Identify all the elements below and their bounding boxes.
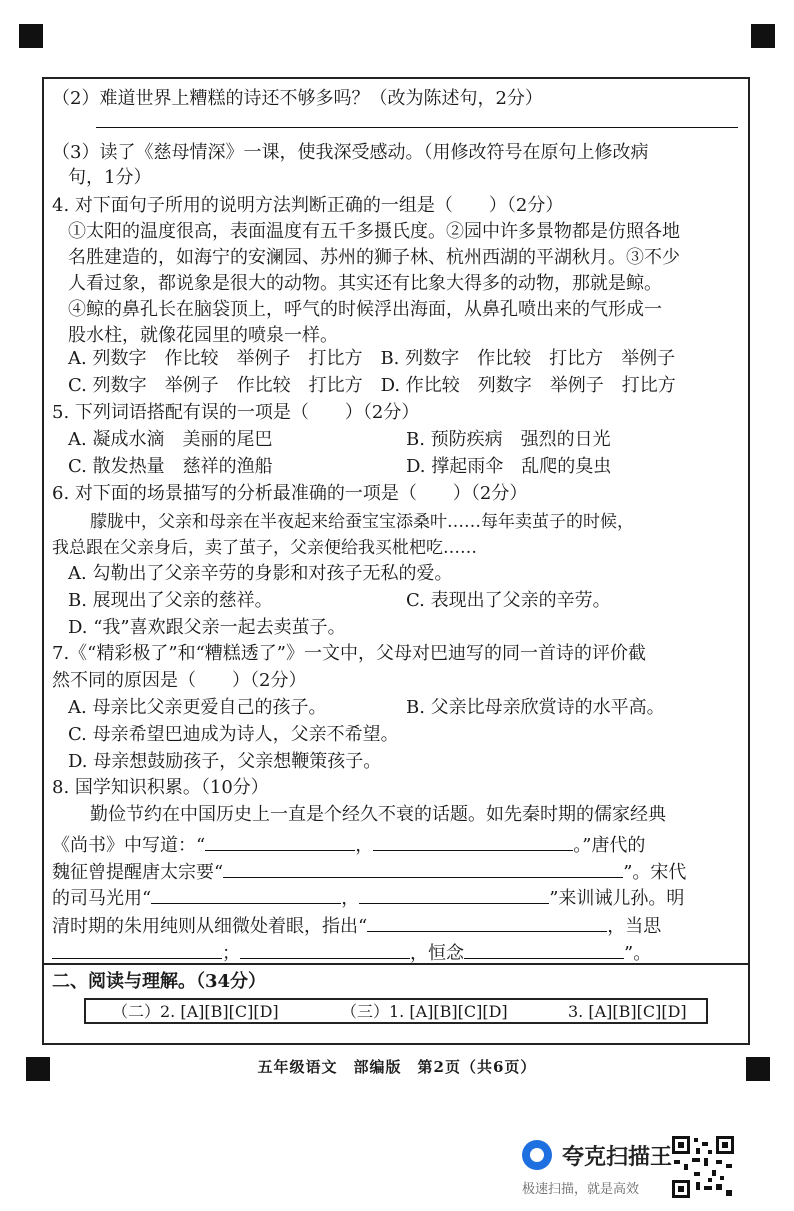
q8-text-2: [52, 832, 645, 858]
q8-text-2b: ，: [355, 835, 374, 856]
q5-option-d: D. 撑起雨伞 乱爬的臭虫: [406, 456, 612, 477]
q8-text-3a: 魏征曾提醒唐太宗要“: [52, 862, 224, 883]
q8-text-5a: 清时期的朱用纯则从细微处着眼，指出“: [52, 916, 368, 937]
q8-text-5: [52, 913, 661, 939]
question-6: 6. 对下面的场景描写的分析最准确的一项是（ ）（2分）: [52, 483, 528, 504]
fill-blank[interactable]: [367, 913, 607, 932]
fill-blank[interactable]: [464, 940, 624, 959]
q8-text-4a: 的司马光用“: [52, 888, 152, 909]
q8-text-4b: ，: [341, 888, 360, 909]
corner-marker-top-right: [751, 24, 775, 48]
watermark-title: 夸克扫描王: [562, 1145, 673, 1170]
q4-text-5: 股水柱，就像花园里的喷泉一样。: [68, 325, 338, 346]
question-3-line2: 句，1分）: [68, 167, 152, 188]
q8-text-2a: 《尚书》中写道：“: [52, 835, 206, 856]
q5-option-b: B. 预防疾病 强烈的日光: [406, 429, 611, 450]
fill-blank[interactable]: [240, 940, 410, 959]
q8-text-4: [52, 885, 684, 911]
section-2-heading: 二、阅读与理解。（34分）: [52, 971, 267, 992]
question-7-line2: 然不同的原因是（ ）（2分）: [52, 670, 307, 691]
section-divider: [44, 963, 748, 965]
q6-text-2: 我总跟在父亲身后，卖了茧子，父亲便给我买枇杷吃……: [52, 538, 477, 558]
answer-line-q2: [96, 127, 738, 128]
q8-text-1: 勤俭节约在中国历史上一直是个经久不衰的话题。如先秦时期的儒家经典: [90, 804, 666, 825]
answer-group-2-2[interactable]: （二）2. [A][B][C][D]: [112, 1002, 279, 1021]
q5-option-a: A. 凝成水滴 美丽的尾巴: [68, 429, 273, 450]
q6-text-1: 朦胧中，父亲和母亲在半夜起来给蚕宝宝添桑叶……每年卖茧子的时候，: [90, 512, 634, 532]
q4-options-ab: A. 列数字 作比较 举例子 打比方 B. 列数字 作比较 打比方 举例子: [68, 348, 676, 369]
q4-text-3: 人看过象，都说象是很大的动物。其实还有比象大得多的动物，那就是鲸。: [68, 273, 662, 294]
q6-option-c: C. 表现出了父亲的辛劳。: [406, 590, 611, 611]
question-3-line1: （3）读了《慈母情深》一课，使我深受感动。（用修改符号在原句上修改病: [52, 142, 649, 163]
fill-blank[interactable]: [223, 859, 623, 878]
q4-text-2: 名胜建造的，如海宁的安澜园、苏州的狮子林、杭州西湖的平湖秋月。③不少: [68, 247, 680, 268]
q4-text-1: ①太阳的温度很高，表面温度有五千多摄氏度。②园中许多景物都是仿照各地: [68, 221, 680, 242]
quark-logo-icon: [522, 1140, 552, 1170]
watermark-subtitle: 极速扫描，就是高效: [522, 1182, 640, 1197]
q8-text-6d: ，恒念: [410, 943, 464, 964]
answer-box: [84, 998, 708, 1024]
q4-text-4: ④鲸的鼻孔长在脑袋顶上，呼气的时候浮出海面，从鼻孔喷出来的气形成一: [68, 299, 662, 320]
q8-text-4c: ”来训诫儿孙。明: [549, 888, 685, 909]
q5-option-c: C. 散发热量 慈祥的渔船: [68, 456, 273, 477]
q7-option-c: C. 母亲希望巴迪成为诗人，父亲不希望。: [68, 724, 399, 745]
question-7-line1: 7.《“精彩极了”和“糟糕透了”》一文中，父母对巴迪写的同一首诗的评价截: [52, 643, 646, 664]
answer-group-3-1[interactable]: （三）1. [A][B][C][D]: [341, 1002, 508, 1021]
answer-group-3-3[interactable]: 3. [A][B][C][D]: [568, 1002, 687, 1021]
q8-text-2c: 。”唐代的: [573, 835, 646, 856]
q8-text-6b: ；: [222, 943, 240, 964]
q6-option-d: D. “我”喜欢跟父亲一起去卖茧子。: [68, 617, 346, 638]
q6-option-a: A. 勾勒出了父亲辛劳的身影和对孩子无私的爱。: [68, 563, 453, 584]
q6-option-b: B. 展现出了父亲的慈祥。: [68, 590, 273, 611]
fill-blank[interactable]: [359, 885, 549, 904]
q8-text-3b: ”。宋代: [623, 862, 687, 883]
q7-option-d: D. 母亲想鼓励孩子，父亲想鞭策孩子。: [68, 751, 382, 772]
qr-code-icon: [672, 1136, 734, 1198]
q7-option-b: B. 父亲比母亲欣赏诗的水平高。: [406, 697, 665, 718]
question-4: 4. 对下面句子所用的说明方法判断正确的一组是（ ）（2分）: [52, 195, 564, 216]
q8-text-5b: ，当思: [607, 916, 662, 937]
fill-blank[interactable]: [52, 940, 222, 959]
question-8: 8. 国学知识积累。（10分）: [52, 777, 269, 798]
corner-marker-top-left: [19, 24, 43, 48]
fill-blank[interactable]: [205, 832, 355, 851]
question-5: 5. 下列词语搭配有误的一项是（ ）（2分）: [52, 402, 420, 423]
question-2: （2）难道世界上糟糕的诗还不够多吗？（改为陈述句，2分）: [52, 88, 543, 109]
page-footer: 五年级语文 部编版 第2页（共6页）: [257, 1058, 537, 1076]
fill-blank[interactable]: [373, 832, 573, 851]
q4-options-cd: C. 列数字 举例子 作比较 打比方 D. 作比较 列数字 举例子 打比方: [68, 375, 676, 396]
q8-text-6f: ”。: [624, 943, 652, 964]
fill-blank[interactable]: [151, 885, 341, 904]
q7-option-a: A. 母亲比父亲更爱自己的孩子。: [68, 697, 327, 718]
q8-text-3: [52, 859, 686, 885]
